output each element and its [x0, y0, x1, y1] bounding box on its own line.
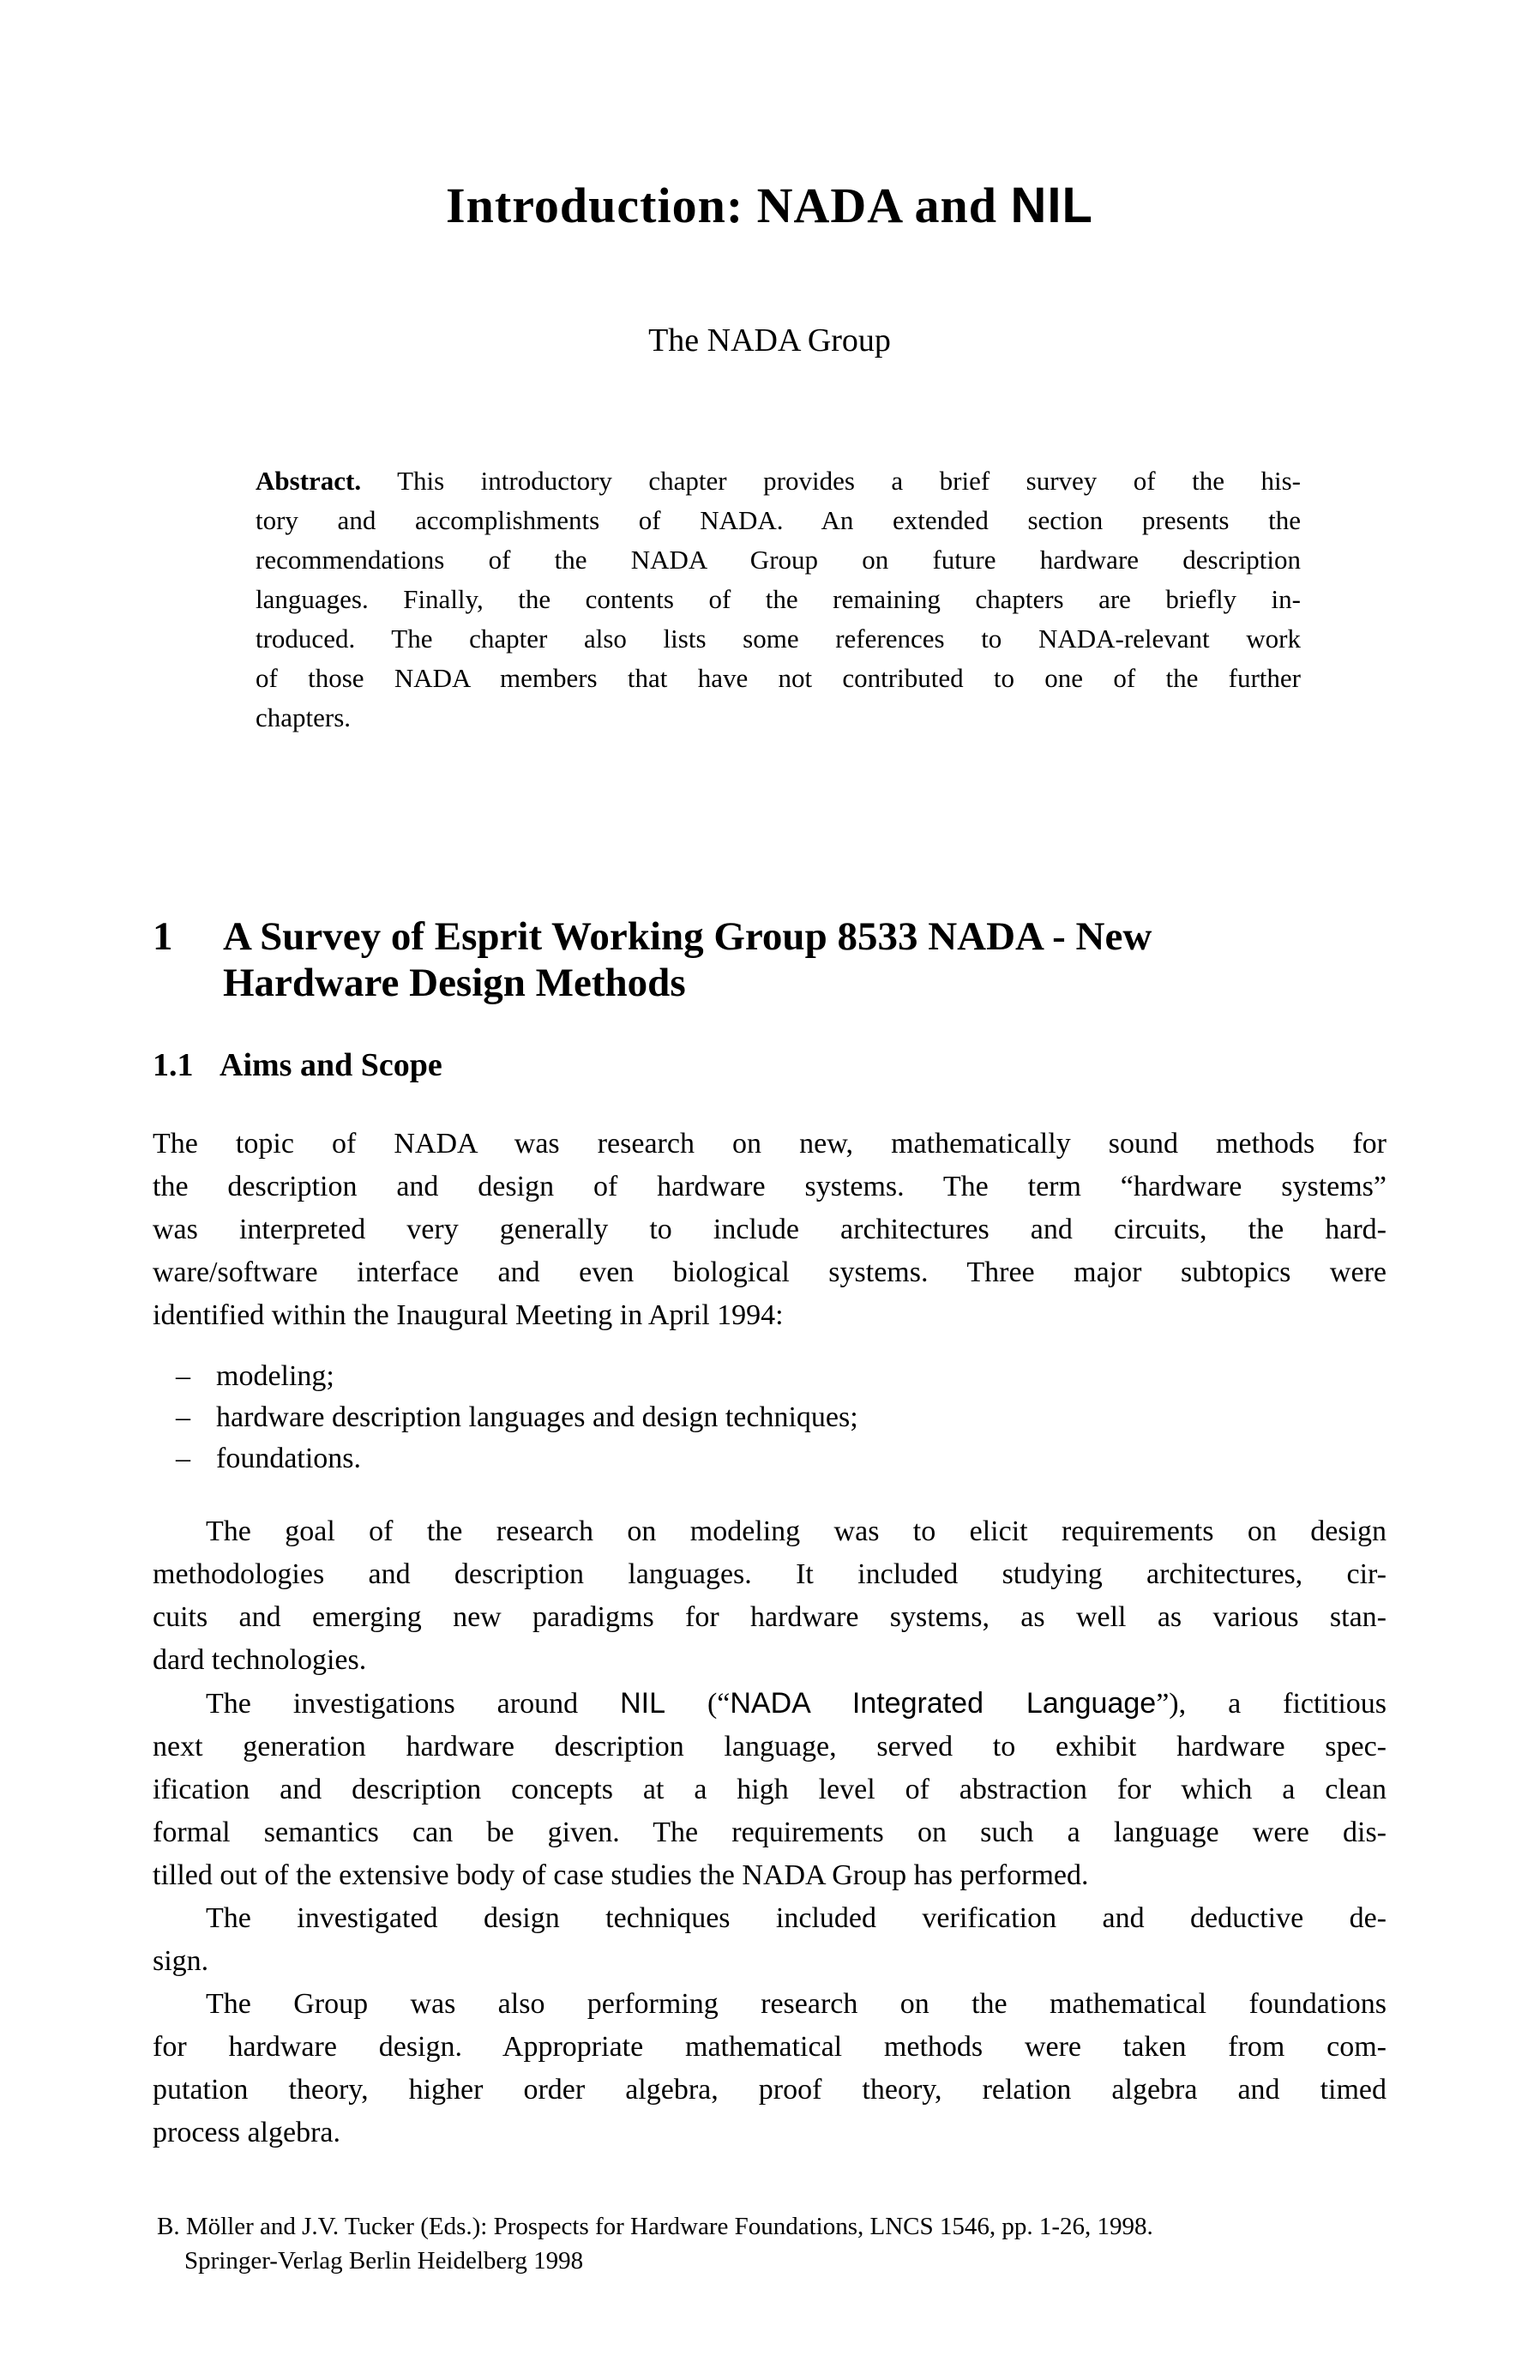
list-item-text: hardware description languages and design techniques; [216, 1401, 858, 1433]
page-content [0, 176, 1540, 2154]
paragraph-nil-investigations [153, 1682, 1387, 1897]
text-line: recommendations of the NADA Group on future hardware description [256, 545, 1301, 575]
list-item [153, 1438, 1387, 1479]
text-line: sign. [153, 1945, 209, 1977]
text-line: languages. Finally, the contents of the remaining chapters are briefly in- [256, 584, 1301, 614]
text-line: putation theory, higher order algebra, proof theory, relation algebra and timed [153, 2074, 1387, 2106]
list-item-text: foundations. [216, 1443, 362, 1474]
text-line: The topic of NADA was research on new, mathematically sound methods for [153, 1128, 1387, 1160]
text-line: of those NADA members that have not contributed to one of the further [256, 663, 1301, 693]
text-line: dard technologies. [153, 1644, 367, 1676]
subtopics-list [153, 1356, 1387, 1479]
list-item [153, 1397, 1387, 1438]
sans-term: NIL [1010, 178, 1093, 233]
paragraph-aims-intro [153, 1123, 1387, 1337]
text-line: The Group was also performing research on the mathematical foundations [206, 1988, 1387, 2020]
paragraph-design-techniques [153, 1897, 1387, 1983]
text-line: The investigations around NIL (“NADA Integrated Language”), a fictitious [206, 1687, 1387, 1720]
text-line: for hardware design. Appropriate mathematical methods were taken from com- [153, 2031, 1387, 2063]
abstract-label: Abstract. [256, 466, 362, 496]
text-line: process algebra. [153, 2117, 341, 2148]
section-1-title [223, 913, 1387, 1006]
text-line: was interpreted very generally to include architectures and circuits, the hard- [153, 1214, 1387, 1245]
text-line: cuits and emerging new paradigms for hardware systems, as well as various stan- [153, 1601, 1387, 1633]
text-line: Hardware Design Methods [223, 961, 686, 1005]
paper-title: Introduction: NADA and NIL [446, 178, 1093, 233]
sans-term: NIL [620, 1687, 665, 1720]
sans-term: NADA Integrated Language [730, 1687, 1157, 1720]
abstract-first-line-text: This introductory chapter provides a brief survey of the his- [397, 466, 1301, 496]
author-name: The NADA Group [648, 322, 891, 359]
list-item-dash: – [176, 1443, 190, 1474]
section-1-number: 1 [153, 914, 173, 959]
text-line: B. Möller and J.V. Tucker (Eds.): Prospects for Hardware Foundations, LNCS 1546, pp. 1-26, 1998. [157, 2213, 1153, 2240]
text-line: formal semantics can be given. The requirements on such a language were dis- [153, 1817, 1387, 1848]
section-1-1-heading [153, 1045, 1387, 1085]
text-line: ification and description concepts at a high level of abstraction for which a clean [153, 1774, 1387, 1805]
text-line: Springer-Verlag Berlin Heidelberg 1998 [184, 2247, 584, 2275]
text-line: next generation hardware description language, served to exhibit hardware spec- [153, 1731, 1387, 1762]
section-1-1-number: 1.1 [153, 1047, 194, 1083]
list-item-dash: – [176, 1360, 190, 1392]
paragraph-mathematical-foundations [153, 1983, 1387, 2154]
publication-footer [157, 2209, 1383, 2278]
text-line: identified within the Inaugural Meeting in April 1994: [153, 1299, 784, 1331]
text-line: methodologies and description languages. It included studying architectures, cir- [153, 1558, 1387, 1590]
section-1-heading [153, 913, 1387, 1006]
text-line: The goal of the research on modeling was to elicit requirements on design [206, 1515, 1387, 1547]
abstract-first-line [256, 461, 1301, 501]
list-item [153, 1356, 1387, 1397]
abstract-body [256, 501, 1301, 738]
list-item-text: modeling; [216, 1360, 334, 1392]
text-line: tory and accomplishments of NADA. An extended section presents the [256, 505, 1301, 535]
text-line: the description and design of hardware systems. The term “hardware systems” [153, 1171, 1387, 1202]
text-line: A Survey of Esprit Working Group 8533 NADA - New [223, 914, 1152, 959]
text-line: troduced. The chapter also lists some references to NADA-relevant work [256, 624, 1301, 654]
text-line: The investigated design techniques included verification and deductive de- [206, 1902, 1387, 1934]
paragraph-modeling-goal [153, 1510, 1387, 1682]
list-item-dash: – [176, 1401, 190, 1433]
section-1-1-title: Aims and Scope [220, 1047, 442, 1083]
text-line: ware/software interface and even biological systems. Three major subtopics were [153, 1256, 1387, 1288]
text-line: chapters. [256, 702, 352, 732]
text-line: tilled out of the extensive body of case studies the NADA Group has performed. [153, 1859, 1089, 1891]
abstract-block [256, 461, 1301, 738]
